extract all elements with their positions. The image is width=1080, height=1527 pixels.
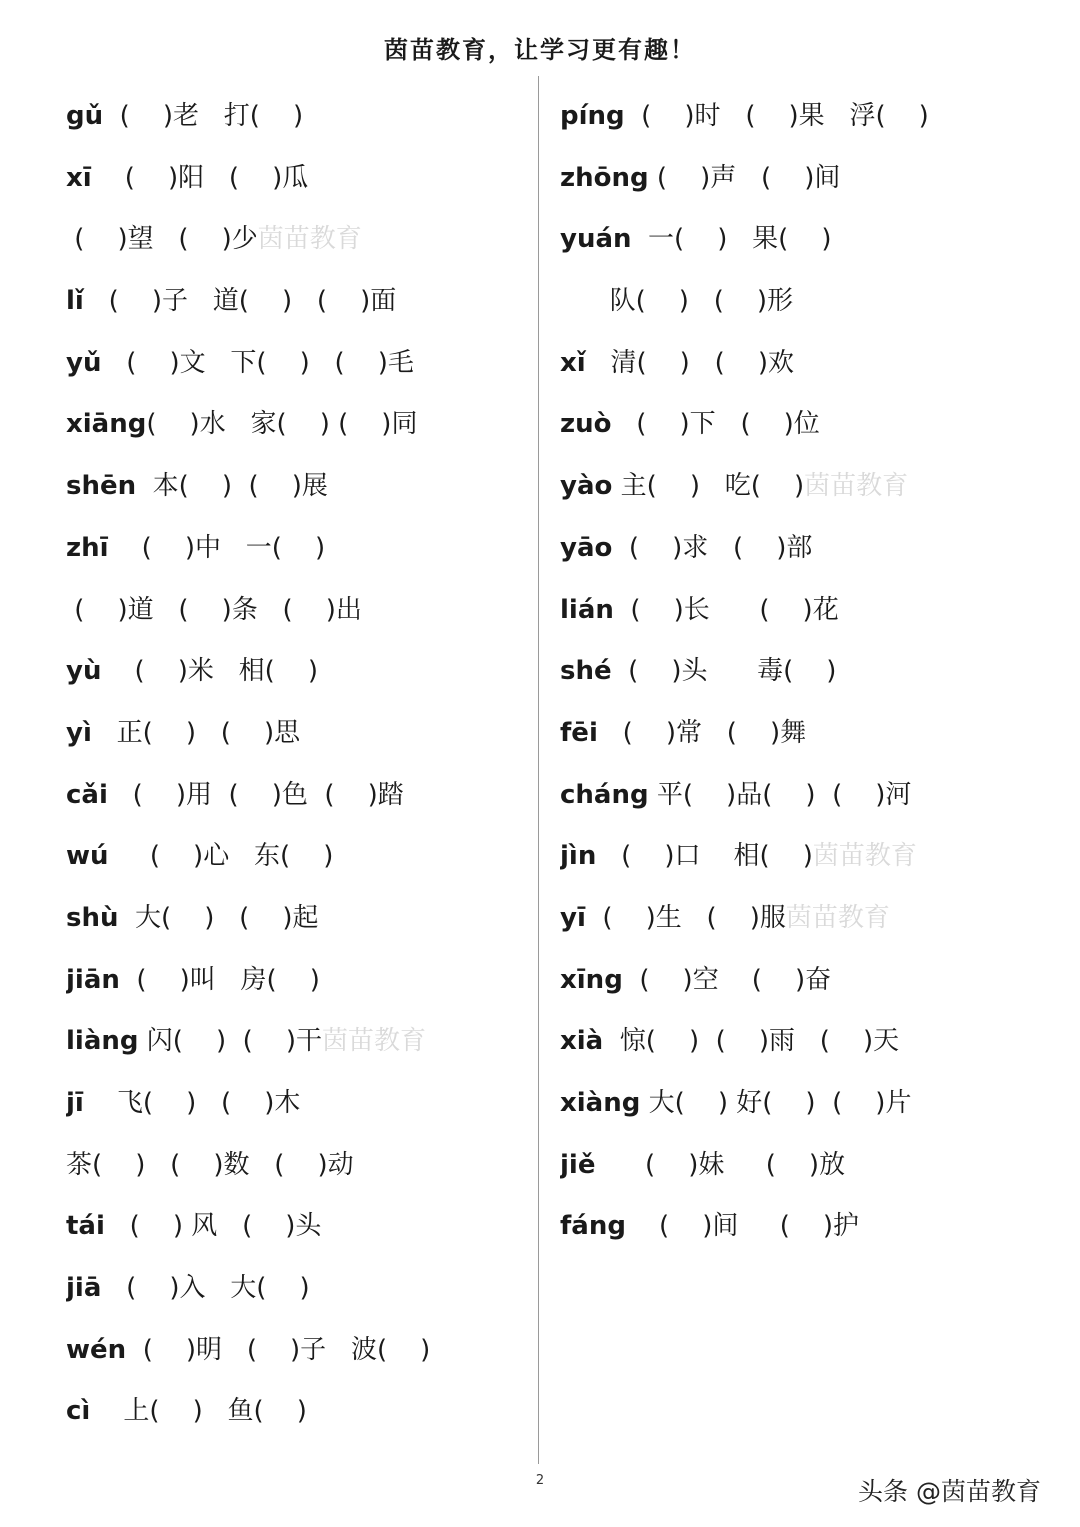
exercise-row: [560, 950, 1050, 1012]
word-blanks: 惊( ) ( )雨 ( )天: [603, 1026, 900, 1057]
exercise-row: [66, 1320, 534, 1382]
watermark: 茵苗教育: [804, 471, 909, 502]
exercise-row: [66, 1381, 534, 1443]
word-blanks: ( )心 东( ): [108, 841, 334, 872]
word-blanks: ( )水 家( ) ( )同: [146, 409, 418, 440]
word-blanks: ( )明 ( )子 波( ): [126, 1334, 431, 1365]
word-blanks: 一( ) 果( ): [631, 224, 832, 255]
pinyin: xià: [560, 1026, 604, 1057]
word-blanks: ( )空 ( )奋: [622, 964, 832, 995]
column-divider: [538, 76, 539, 1464]
exercise-row: [66, 888, 534, 950]
exercise-row: [560, 1135, 1050, 1197]
pinyin: cháng: [560, 779, 649, 810]
pinyin: fēi: [560, 717, 598, 748]
right-column: [560, 86, 1050, 1258]
word-blanks: ( )入 大( ): [101, 1273, 310, 1304]
pinyin: shù: [66, 902, 119, 933]
page-title: 茵苗教育，让学习更有趣！: [384, 35, 696, 64]
exercise-row: [66, 209, 534, 271]
exercise-row: [560, 703, 1050, 765]
exercise-row: [560, 1196, 1050, 1258]
word-blanks: ( )叫 房( ): [119, 964, 320, 995]
word-blanks: ( )口 相( ): [596, 841, 813, 872]
pinyin: yù: [66, 656, 102, 687]
exercise-row: [66, 518, 534, 580]
word-blanks: 平( )品( ) ( )河: [648, 779, 912, 810]
word-blanks: ( )下 ( )位: [611, 409, 820, 440]
word-blanks: 大( ) 好( ) ( )片: [640, 1088, 912, 1118]
word-blanks: 飞( ) ( )木: [83, 1088, 301, 1118]
exercise-row: [66, 1258, 534, 1320]
word-blanks: 清( ) ( )欢: [585, 347, 794, 378]
exercise-row: [560, 209, 1050, 271]
exercise-row: [560, 271, 1050, 333]
pinyin: xiàng: [560, 1088, 641, 1118]
exercise-row: [66, 394, 534, 456]
exercise-row: [560, 333, 1050, 395]
word-blanks: 本( ) ( )展: [136, 471, 328, 502]
pinyin: gǔ: [66, 101, 104, 131]
pinyin: yuán: [560, 224, 632, 255]
word-blanks: 闪( ) ( )干: [138, 1026, 322, 1057]
pinyin: jiān: [66, 964, 120, 995]
word-blanks: ( )老 打( ): [103, 101, 304, 131]
pinyin: xīng: [560, 964, 623, 995]
word-blanks: ( )头 毒( ): [611, 656, 837, 687]
word-blanks: ( )生 ( )服: [585, 902, 786, 933]
word-blanks: ( )文 下( ) ( )毛: [101, 347, 414, 378]
watermark: 茵苗教育: [812, 841, 917, 872]
exercise-row: [66, 641, 534, 703]
watermark: 茵苗教育: [257, 224, 362, 255]
word-blanks: ( )时 ( )果 浮( ): [624, 101, 929, 131]
exercise-row: [66, 1073, 534, 1135]
pinyin: wén: [66, 1334, 127, 1365]
exercise-row: [560, 148, 1050, 210]
watermark: 茵苗教育: [785, 902, 890, 933]
exercise-row: [66, 86, 534, 148]
word-blanks: 主( ) 吃( ): [612, 471, 805, 502]
exercise-row: [66, 765, 534, 827]
pinyin: cì: [66, 1396, 91, 1427]
pinyin: yāo: [560, 532, 613, 563]
pinyin: jiā: [66, 1273, 102, 1304]
exercise-row: [560, 580, 1050, 642]
pinyin: fáng: [560, 1211, 626, 1242]
exercise-row: [66, 1011, 534, 1073]
exercise-row: [66, 826, 534, 888]
word-blanks: ( )米 相( ): [101, 656, 319, 687]
pinyin: píng: [560, 101, 625, 131]
word-blanks: ( ) 风 ( )头: [104, 1211, 322, 1242]
pinyin: zuò: [560, 409, 612, 440]
exercise-row: [560, 394, 1050, 456]
pinyin: shé: [560, 656, 612, 687]
watermark: 茵苗教育: [322, 1026, 427, 1057]
word-blanks: ( )求 ( )部: [612, 532, 813, 563]
pinyin: lǐ: [66, 286, 84, 317]
pinyin: xǐ: [560, 347, 586, 378]
word-blanks: 上( ) 鱼( ): [90, 1396, 307, 1427]
exercise-row: [66, 703, 534, 765]
pinyin: yào: [560, 471, 613, 502]
exercise-row: [66, 333, 534, 395]
brand-credit: 头条 @茵苗教育: [858, 1477, 1041, 1506]
word-blanks: ( )妹 ( )放: [595, 1149, 846, 1180]
exercise-row: [560, 86, 1050, 148]
exercise-row: [560, 1073, 1050, 1135]
exercise-row: [560, 641, 1050, 703]
exercise-row: [66, 1135, 534, 1197]
exercise-row: [66, 271, 534, 333]
pinyin: xī: [66, 162, 92, 193]
word-blanks: ( )用 ( )色 ( )踏: [107, 779, 404, 810]
word-blanks: ( )声 ( )间: [648, 162, 841, 193]
exercise-row: [560, 765, 1050, 827]
pinyin: jìn: [560, 841, 597, 872]
pinyin: lián: [560, 594, 614, 625]
pinyin: tái: [66, 1211, 105, 1242]
exercise-row: [66, 1196, 534, 1258]
pinyin: jiě: [560, 1149, 596, 1180]
word-blanks: ( )阳 ( )瓜: [91, 162, 309, 193]
exercise-row: [66, 580, 534, 642]
left-column: [66, 86, 534, 1443]
word-blanks: ( )中 一( ): [108, 532, 326, 563]
pinyin: yì: [66, 717, 92, 748]
word-blanks: 茶( ) ( )数 ( )动: [66, 1149, 354, 1180]
word-blanks: ( )间 ( )护: [625, 1211, 860, 1242]
exercise-row: [66, 950, 534, 1012]
pinyin: cǎi: [66, 779, 108, 810]
pinyin: shēn: [66, 471, 137, 502]
exercise-row: [66, 148, 534, 210]
word-blanks: 正( ) ( )思: [91, 717, 301, 748]
word-blanks: ( )望 ( )少: [66, 224, 258, 255]
word-blanks: ( )子 道( ) ( )面: [83, 286, 397, 317]
word-blanks: ( )道 ( )条 ( )出: [66, 594, 362, 625]
exercise-row: [66, 456, 534, 518]
word-blanks: 队( ) ( )形: [560, 286, 794, 317]
pinyin: xiāng: [66, 409, 147, 440]
pinyin: zhōng: [560, 162, 649, 193]
word-blanks: 大( ) ( )起: [118, 902, 319, 933]
word-blanks: ( )常 ( )舞: [597, 717, 807, 748]
exercise-row: [560, 518, 1050, 580]
exercise-row: [560, 888, 1050, 950]
word-blanks: ( )长 ( )花: [613, 594, 839, 625]
pinyin: liàng: [66, 1026, 139, 1057]
pinyin: yī: [560, 902, 586, 933]
pinyin: wú: [66, 841, 109, 872]
page-number: 2: [535, 1473, 545, 1488]
exercise-row: [560, 826, 1050, 888]
pinyin: zhī: [66, 532, 109, 563]
exercise-row: [560, 1011, 1050, 1073]
exercise-row: [560, 456, 1050, 518]
pinyin: jī: [66, 1088, 84, 1118]
pinyin: yǔ: [66, 347, 102, 378]
